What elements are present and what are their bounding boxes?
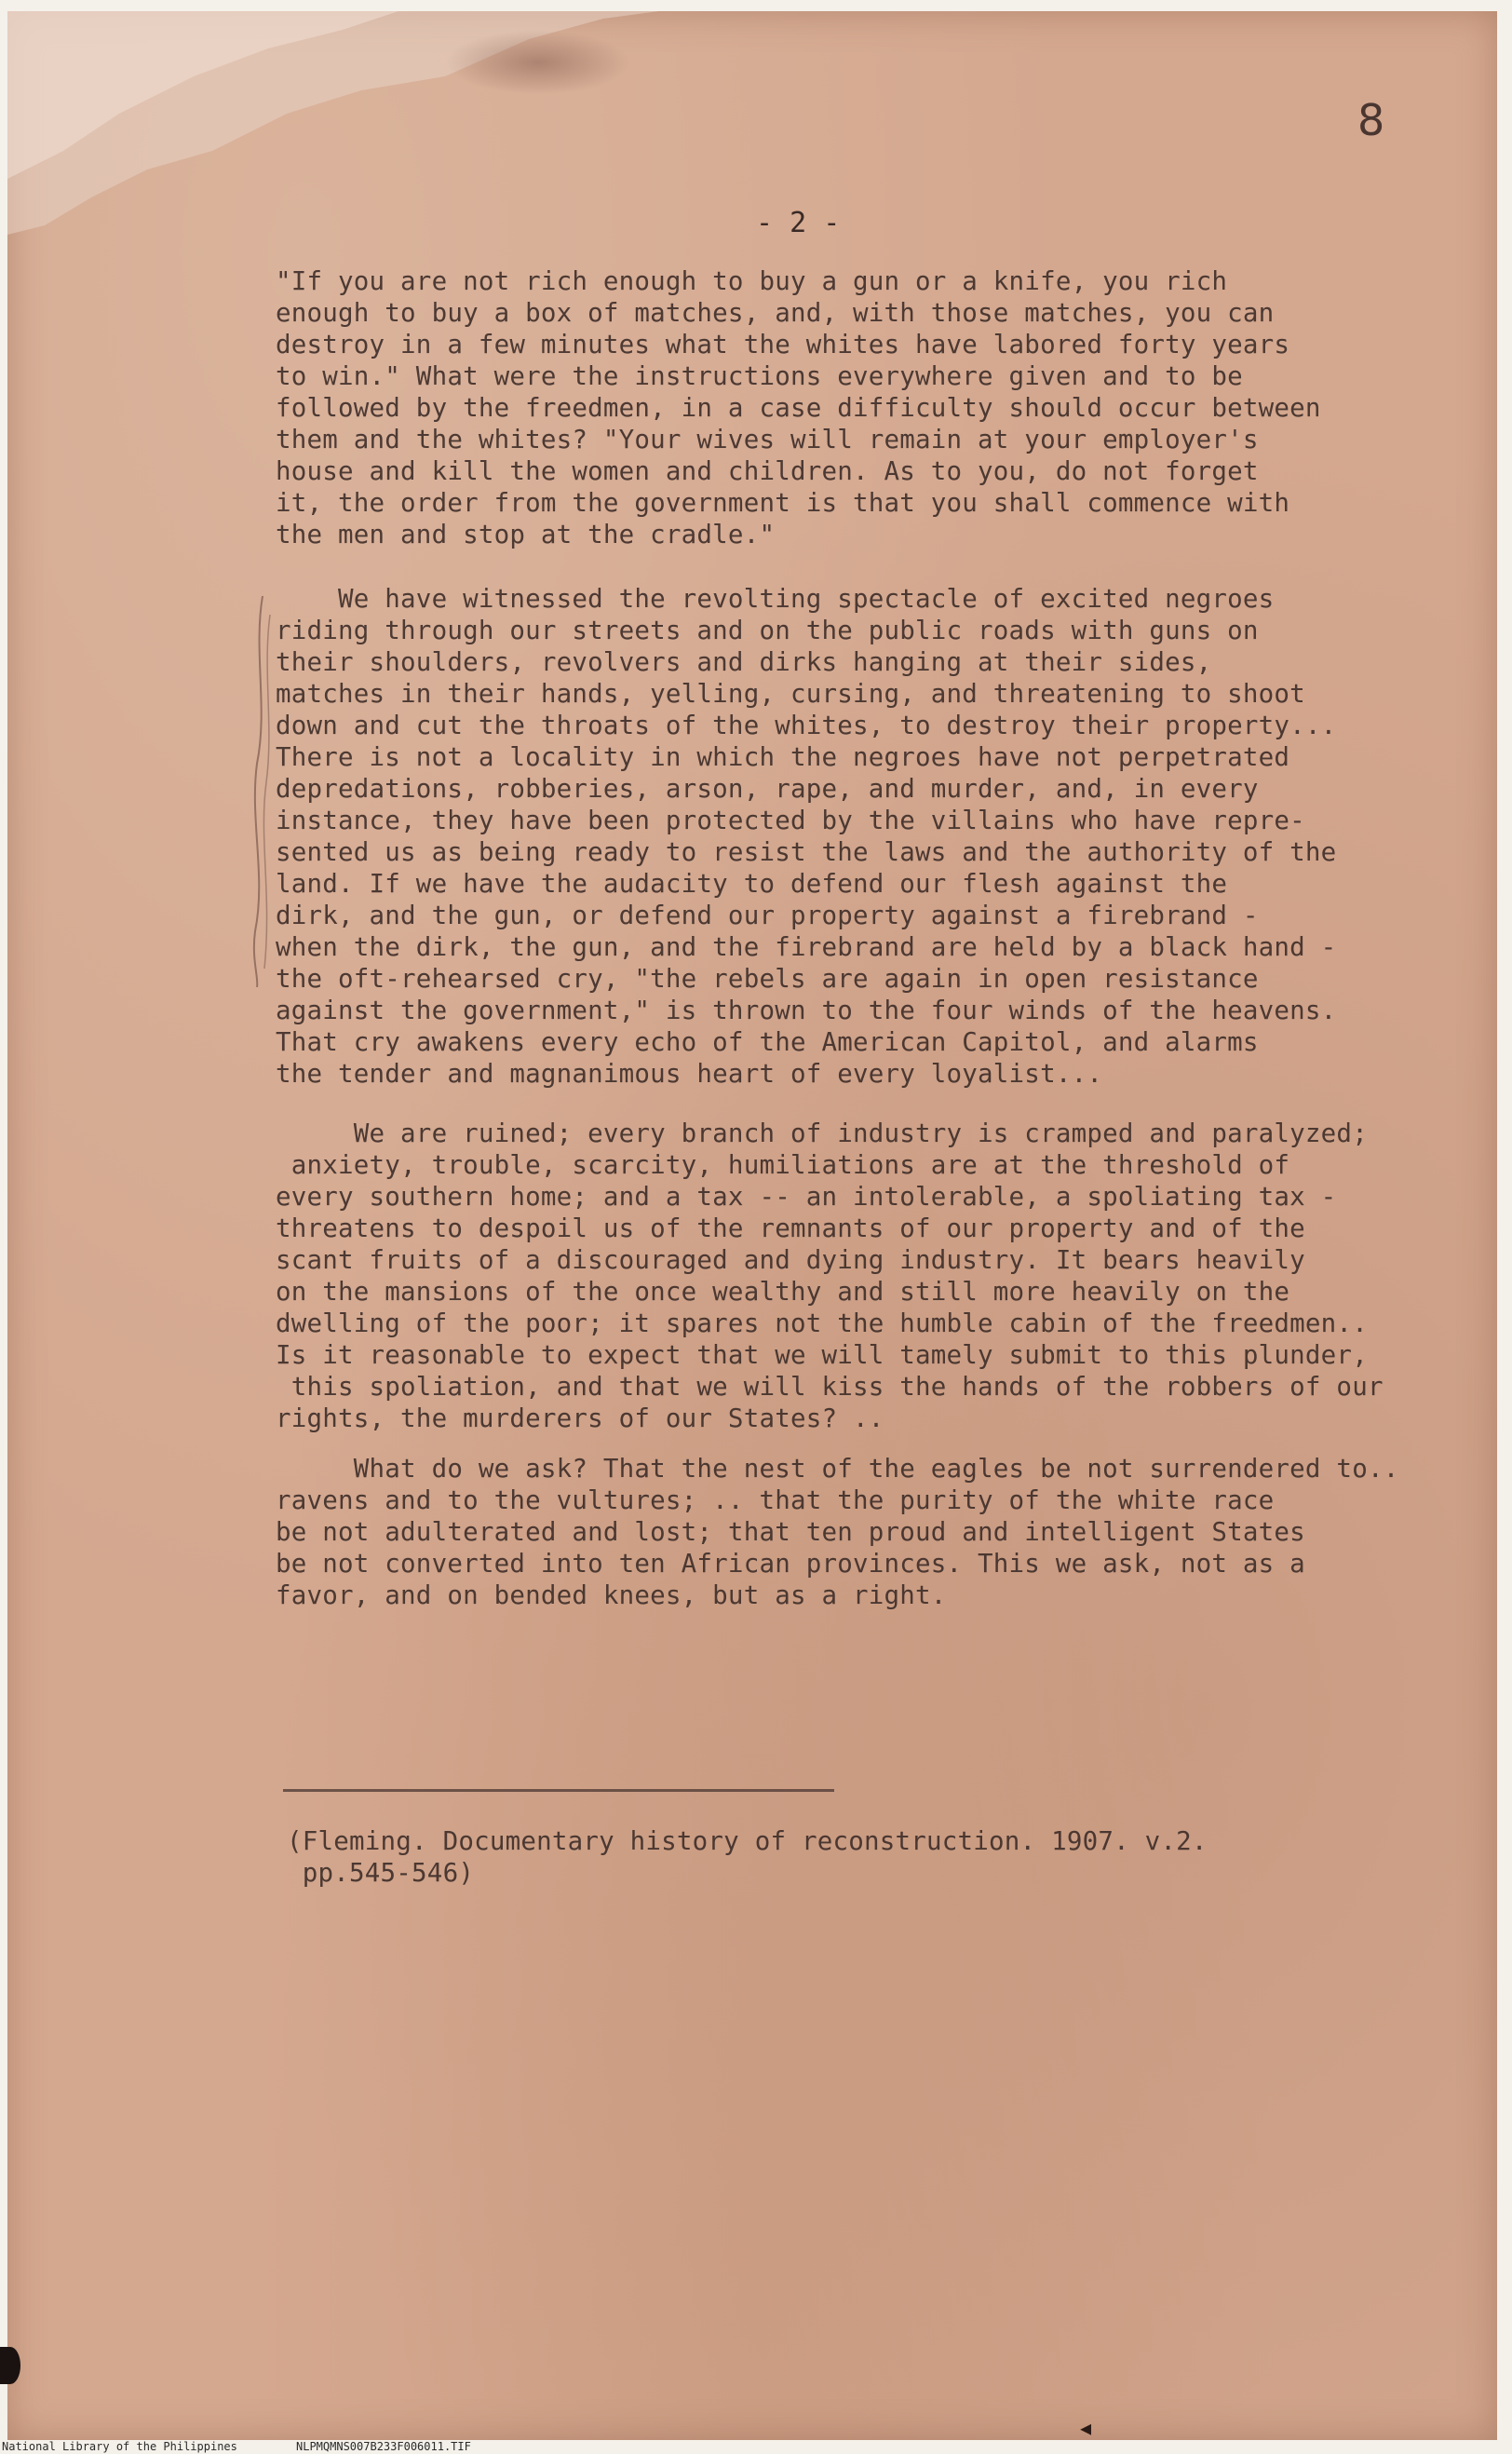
paragraph-1: "If you are not rich enough to buy a gun or a knife, you rich enough to buy a box of matches, and, with those matches, you can destroy in a few minutes what the whites have labored forty years to win." What were the instructions everywhere given and to be followed by the freedmen, in a case difficulty should occur between them and the whites? "Your wives will remain at your employer's house and kill the women and children. As to you, do not forget it, the order from the government is that you shall commence with the men and stop at the cradle."	[276, 266, 1321, 549]
paragraph-4: What do we ask? That the nest of the eagles be not surrendered to.. ravens and to the vultures; .. that the purity of the white race be not adulterated and lost; that ten proud and intelligent States be not converted into ten African provinces. This we ask, not as a favor, and on bended knees, but as a right.	[276, 1454, 1399, 1610]
footer-library-name: National Library of the Philippines	[2, 2440, 237, 2453]
page-header: - 2 -	[756, 207, 841, 239]
scan-mark-icon: ◀	[1080, 2417, 1092, 2439]
footnote-divider	[283, 1789, 834, 1792]
stain-mark	[445, 30, 631, 95]
footer-file-id: NLPMQMNS007B233F006011.TIF	[296, 2440, 471, 2453]
margin-bracket-mark	[244, 596, 276, 987]
ink-blot	[0, 2347, 20, 2384]
paragraph-3: We are ruined; every branch of industry is cramped and paralyzed; anxiety, trouble, scarcity, humiliations are at the threshold of every southern home; and a tax -- an intolerable, a spoliating tax - threatens to despoil us of the remnants of our property and of the scant fruits of a discouraged and dying industry. It bears heavily on the mansions of the once wealthy and still more heavily on the dwelling of the poor; it spares not the humble cabin of the freedmen.. Is it reasonable to expect that we will tamely submit to this plunder, this spoliation, and that we will kiss the hands of the robbers of our rights, the murderers of our States? ..	[276, 1119, 1384, 1433]
paragraph-2: We have witnessed the revolting spectacle of excited negroes riding through our streets and on the public roads with guns on their shoulders, revolvers and dirks hanging at their sides, matches in their hands, yelling, cursing, and threatening to shoot down and cut the throats of the whites, to destroy their property... There is not a locality in which the negroes have not perpetrated depredations, robberies, arson, rape, and murder, and, in every instance, they have been protected by the villains who have repre- sented us as being ready to resist the laws and the authority of the land. If we have the audacity to defend our flesh against the dirk, and the gun, or defend our property against a firebrand - when the dirk, the gun, and the firebrand are held by a black hand - the oft-rehearsed cry, "the rebels are again in open resistance against the government," is thrown to the four winds of the heavens. That cry awakens every echo of the American Capitol, and alarms the tender and magnanimous heart of every loyalist...	[276, 584, 1337, 1089]
page-stamp-number: 8	[1357, 95, 1385, 145]
citation-note: (Fleming. Documentary history of reconstruction. 1907. v.2. pp.545-546)	[287, 1826, 1208, 1888]
